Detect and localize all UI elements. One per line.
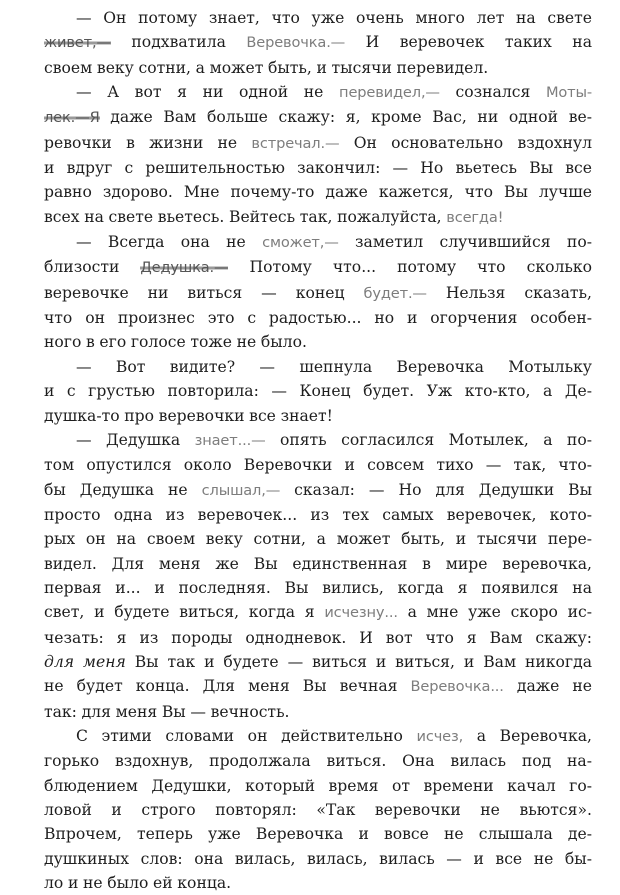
text-line: [44, 774, 592, 798]
highlighted-word: сможет,—: [262, 234, 339, 252]
text-run: — Всегда она не: [76, 233, 263, 252]
highlighted-word: знает...—: [194, 431, 266, 449]
text-run: видел. Для меня же Вы единственная в мире веревочка,: [44, 554, 592, 573]
text-run: так: для меня Вы — вечность.: [44, 702, 290, 721]
text-run: заметил случившийся по-: [338, 233, 592, 252]
text-run: блюдением Дедушки, который время от времени качал го-: [44, 776, 592, 795]
text-run: опять согласился Мотылек, а по-: [265, 430, 592, 449]
text-run: том опустился около Веревочки и совсем тихо — так, что-: [44, 456, 592, 475]
highlighted-word: лек.—Я: [44, 109, 100, 127]
text-run: душкиных слов: она вилась, вилась, вилась — и все не бы-: [44, 849, 592, 868]
text-run: горько вздохнув, продолжала виться. Она вилась под на-: [44, 752, 592, 771]
text-line: [44, 180, 592, 204]
text-run: Нельзя сказать,: [426, 283, 593, 302]
text-run: свет, и будете виться, когда я: [44, 603, 325, 622]
text-line: [44, 6, 592, 30]
text-run: что он произнес это с радостью... но и огорчения особен-: [44, 309, 592, 328]
text-run: чезать: я из породы однодневок. И вот что я Вам скажу:: [44, 628, 592, 647]
text-run: веревочке ни виться — конец: [44, 283, 364, 302]
text-line: [44, 724, 592, 749]
text-line: [44, 478, 592, 503]
text-line: [44, 871, 592, 895]
highlighted-word: исчезну...: [324, 604, 398, 622]
text-line: [44, 749, 592, 773]
text-run: и вдруг с решительностью закончил: — Но вьетесь Вы все: [44, 159, 592, 178]
text-run: подхватила: [110, 33, 247, 52]
text-line: [44, 674, 592, 699]
text-run: — Дедушка: [76, 430, 195, 449]
text-line: [44, 131, 592, 156]
text-run: С этими словами он действительно: [76, 726, 417, 745]
text-line: [44, 798, 592, 822]
text-line: [44, 330, 592, 354]
text-run: — А вот я ни одной не: [76, 83, 340, 102]
highlighted-word: перевидел,—: [339, 84, 440, 102]
text-run: — Он потому знает, что уже очень много лет на свете: [76, 9, 592, 27]
text-run: ного в его голосе тоже не было.: [44, 333, 307, 352]
text-run: своем веку сотни, а может быть, и тысячи перевидел.: [44, 58, 489, 77]
text-line: [44, 379, 592, 403]
text-run: душка-то про веревочки все знает!: [44, 406, 333, 425]
text-line: [44, 527, 592, 551]
text-line: [44, 80, 592, 105]
text-line: [44, 576, 592, 600]
text-line: [44, 56, 592, 80]
text-line: [44, 600, 592, 625]
text-run: сознался: [439, 83, 546, 102]
highlighted-word: всегда!: [446, 208, 504, 226]
text-line: [44, 650, 592, 674]
text-line: [44, 503, 592, 527]
text-line: [44, 626, 592, 650]
text-line: [44, 30, 592, 55]
highlighted-word: Веревочка...: [410, 678, 504, 696]
highlighted-word: Веревочка.—: [246, 34, 346, 52]
text-run: рых он на своем веку сотни, а может быть, и тысячи пере-: [44, 530, 592, 549]
text-line: [44, 255, 592, 280]
text-line: [44, 822, 592, 846]
text-run: Он основательно вздохнул: [339, 133, 592, 152]
text-line: [44, 847, 592, 871]
text-line: [44, 700, 592, 724]
text-line: [44, 105, 592, 130]
highlighted-word: будет.—: [363, 284, 427, 302]
text-line: [44, 552, 592, 576]
text-line: [44, 453, 592, 477]
text-run: ловой и строго повторял: «Так веревочки не вьются».: [44, 801, 592, 819]
text-run: а Веревочка,: [463, 726, 592, 745]
highlighted-word: Моты-: [545, 84, 592, 102]
text-run: ло и не было ей конца.: [44, 874, 232, 893]
text-line: [44, 355, 592, 379]
text-run: всех на свете вьетесь. Вейтесь так, пожалуйста,: [44, 207, 447, 226]
text-run: равно здорово. Мне почему-то даже кажется, что Вы лучше: [44, 183, 592, 202]
text-run: ревочки в жизни не: [44, 133, 252, 152]
text-run: а мне уже скоро ис-: [397, 603, 593, 622]
text-run: Впрочем, теперь уже Веревочка и вовсе не слышала де-: [44, 825, 592, 844]
text-run: даже не: [503, 677, 592, 696]
text-run: даже Вам больше скажу: я, кроме Вас, ни одной ве-: [99, 108, 592, 127]
text-run: — Вот видите? — шепнула Веревочка Мотыльку: [76, 357, 592, 376]
text-line: [44, 281, 592, 306]
text-run: Вы так и будете — виться и виться, и Вам никогда: [125, 652, 592, 671]
page-text: [44, 6, 592, 895]
text-line: [44, 404, 592, 428]
highlighted-word: Дедушка.—: [140, 259, 229, 277]
text-line: [44, 156, 592, 180]
text-run: не будет конца. Для меня Вы вечная: [44, 677, 411, 696]
text-run: Потому что... потому что сколько: [228, 258, 592, 277]
text-run: и с грустью повторила: — Конец будет. Уж кто-кто, а Де-: [44, 382, 592, 401]
highlighted-word: живет,—: [44, 34, 111, 52]
text-line: [44, 205, 592, 230]
text-line: [44, 230, 592, 255]
text-run: близости: [44, 258, 141, 277]
highlighted-word: исчез,: [416, 727, 464, 745]
highlighted-word: слышал,—: [201, 481, 281, 499]
text-line: [44, 428, 592, 453]
text-run: И веревочек таких на: [345, 33, 592, 52]
highlighted-word: встречал.—: [251, 134, 340, 152]
text-run: просто одна из веревочек... из тех самых веревочек, кото-: [44, 505, 592, 524]
text-run: сказал: — Но для Дедушки Вы: [280, 480, 592, 499]
text-line: [44, 306, 592, 330]
italic-text: для меня: [44, 652, 126, 671]
text-run: бы Дедушка не: [44, 480, 202, 499]
text-run: первая и... и последняя. Вы вились, когда я появился на: [44, 578, 592, 597]
